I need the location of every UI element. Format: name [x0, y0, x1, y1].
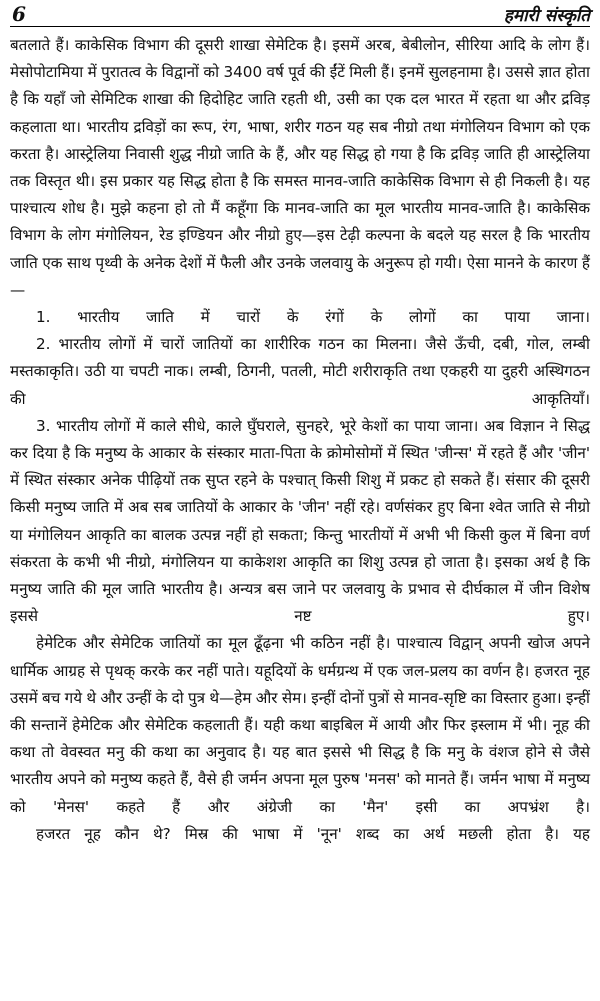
paragraph-hemetic-semetic: हेमेटिक और सेमेटिक जातियों का मूल ढूँढ़ना भी कठिन नहीं है। पाश्चात्य विद्वान् अपनी खोज अपने धार्मिक आग्रह से पृथक् करके कर नहीं पाते। यहूदियों के धर्मग्रन्थ में एक जल-प्रलय का वर्णन है। हजरत नूह उसमें बच गये थे और उन्हीं के दो पुत्र थे—हेम और सेम। इन्हीं दोनों पुत्रों से मानव-सृष्टि का विस्तार हुआ। इन्हीं की सन्तानें हेमेटिक और सेमेटिक कहलाती हैं। यही कथा बाइबिल में आयी और फिर इस्लाम में भी। नूह की कथा तो वेवस्वत मनु की कथा का अनुवाद है। यह बात इससे भी सिद्ध है कि मनु के वंशज होने से जैसे भारतीय अपने को मनुष्य कहते हैं, वैसे ही जर्मन अपना मूल पुरुष 'मनस' को मानते हैं। जर्मन भाषा में मनुष्य को 'मेनस' कहते हैं और अंग्रेजी का 'मैन' इसी का अपभ्रंश है।: [10, 634, 590, 816]
paragraph-hazrat-nooh: हजरत नूह कौन थे? मिस्र की भाषा में 'नून' शब्द का अर्थ मछली होता है। यह: [36, 824, 590, 843]
header-rule: [10, 26, 590, 27]
page-header: [10, 0, 590, 30]
list-item-2: 2. भारतीय लोगों में चारों जातियों का शारीरिक गठन का मिलना। जैसे ऊँची, दबी, गोल, लम्बी मस्तकाकृति। उठी या चपटी नाक। लम्बी, ठिगनी, पतली, मोटी शरीराकृति तथा एकहरी या दुहरी अस्थिगठन की आकृतियाँ।: [10, 335, 590, 408]
running-title: हमारी संस्कृति: [503, 6, 590, 26]
paragraph-continuation: बतलाते हैं। काकेसिक विभाग की दूसरी शाखा सेमेटिक है। इसमें अरब, बेबीलोन, सीरिया आदि के लोग हैं। मेसोपोटामिया में पुरातत्व के विद्वानों को 3400 वर्ष पूर्व की ईंटें मिली हैं। इनमें सुलहनामा है। उससे ज्ञात होता है कि यहाँ जो सेमिटिक शाखा की हिदोहिट जाति रहती थी, उसी का एक दल भारत में रहता था और द्रविड़ कहलाता था। भारतीय द्रविड़ों का रूप, रंग, भाषा, शरीर गठन यह सब नीग्रो तथा मंगोलियन विभाग को एक करता है। आस्ट्रेलिया निवासी शुद्ध नीग्रो जाति के हैं, और यह सिद्ध हो गया है कि द्रविड़ जाति ही आस्ट्रेलिया तक विस्तृत थी। इस प्रकार यह सिद्ध होता है कि समस्त मानव-जाति काकेसिक विभाग से ही निकली है। यह पाश्चात्य शोध है। मुझे कहना हो तो मैं कहूँगा कि मानव-जाति का मूल भारतीय मानव-जाति है। काकेसिक विभाग के लोग मंगोलियन, रेड इण्डियन और नीग्रो हुए—इस टेढ़ी कल्पना के बदले यह सरल है कि भारतीय जाति एक साथ पृथ्वी के अनेक देशों में फैली और उनके जलवायु के अनुरूप हो गयी। ऐसा मानने के कारण हैं—: [10, 36, 590, 299]
page-body: [10, 32, 590, 848]
page-number: 6: [12, 2, 26, 26]
list-item-3: 3. भारतीय लोगों में काले सीधे, काले घुँघराले, सुनहरे, भूरे केशों का पाया जाना। अब विज्ञान ने सिद्ध कर दिया है कि मनुष्य के आकार के संस्कार माता-पिता के क्रोमोसोमों में स्थित 'जीन्स' में रहते हैं और 'जीन' में स्थित संस्कार अनेक पीढ़ियों तक सुप्त रहने के पश्चात् किसी शिशु में प्रकट हो सकते हैं। संसार की दूसरी किसी मनुष्य जाति में अब सब जातियों के आकार के 'जीन' नहीं रहे। वर्णसंकर हुए बिना श्वेत जाति से नीग्रो या मंगोलियन आकृति का बालक उत्पन्न नहीं हो सकता; किन्तु भारतीयों में अभी भी किसी कुल में बिना वर्ण संकरता के कभी भी नीग्रो, मंगोलियन या काकेशश आकृति का शिशु उत्पन्न हो जाता है। इसका अर्थ है कि मनुष्य जाति की मूल जाति भारतीय है। अन्यत्र बस जाने पर जलवायु के प्रभाव से दीर्घकाल में जीन विशेष इससे नष्ट हुए।: [10, 416, 590, 626]
list-item-1: 1. भारतीय जाति में चारों के रंगों के लोगों का पाया जाना।: [36, 308, 590, 327]
